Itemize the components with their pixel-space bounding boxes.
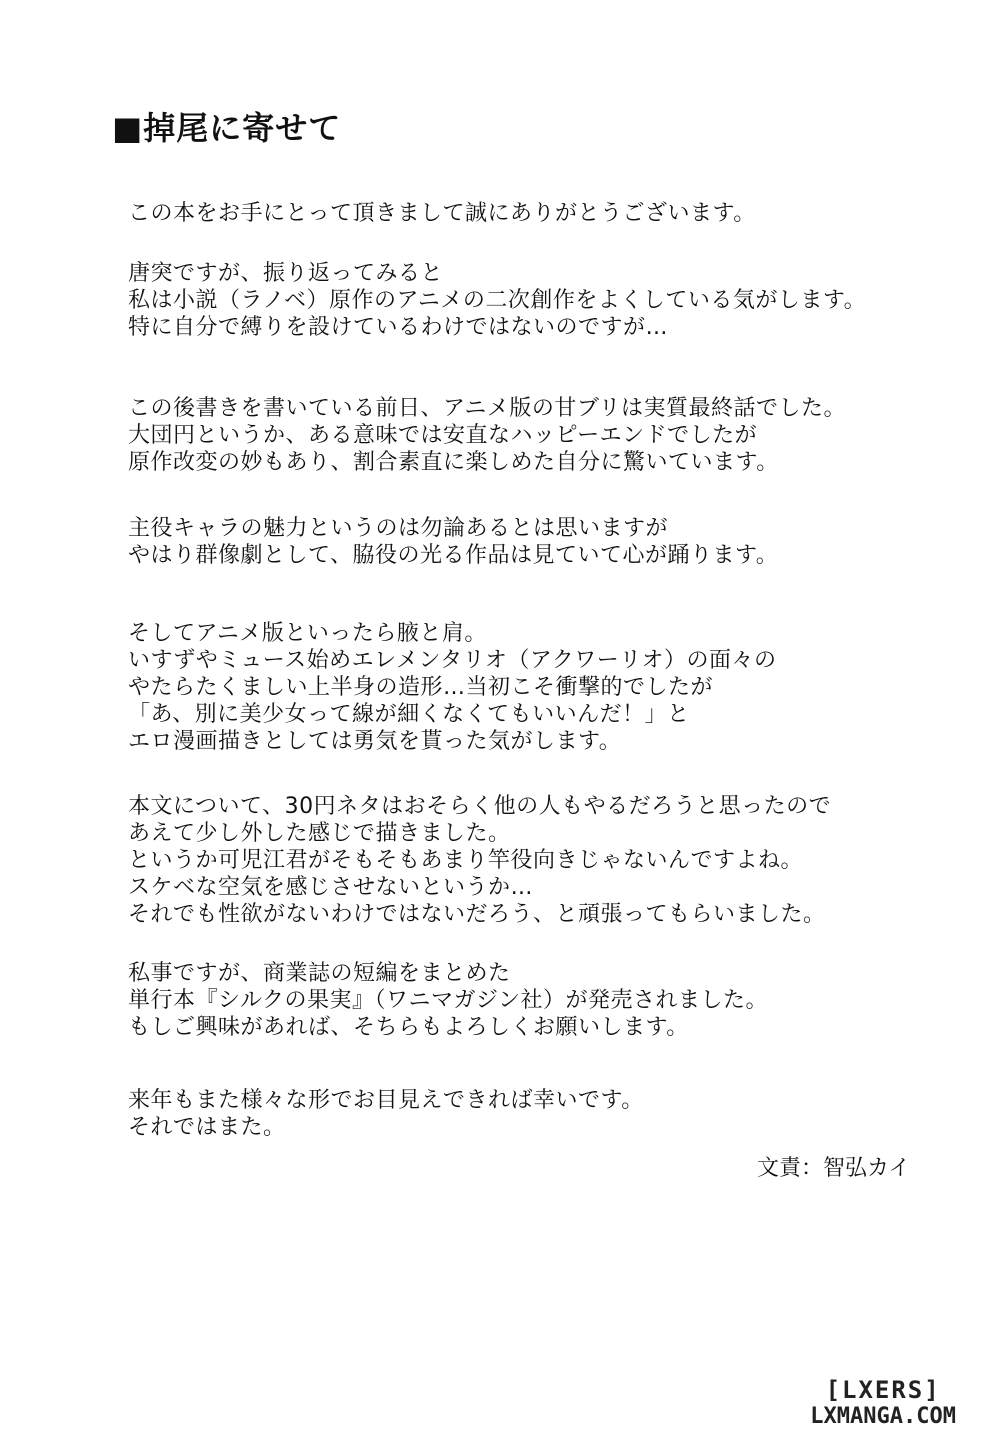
text-line: 私事ですが、商業誌の短編をまとめた [128, 961, 511, 986]
text-line: もしご興味があれば、そちらもよろしくお願いします。 [128, 1015, 689, 1040]
paragraph-ensemble-cast [128, 515, 778, 569]
paragraph-closing [128, 1087, 644, 1141]
text-line: 唐突ですが、振り返ってみると [128, 261, 444, 286]
text-line: いすずやミュース始めエレメンタリオ（アクワーリオ）の面々の [128, 648, 777, 673]
text-line: 私は小説（ラノベ）原作のアニメの二次創作をよくしている気がします。 [128, 288, 867, 313]
watermark [810, 1376, 956, 1430]
watermark-site: LXMANGA.COM [810, 1404, 956, 1429]
text-line: 大団円というか、ある意味では安直なハッピーエンドでしたが [128, 423, 758, 448]
text-line: というか可児江君がそもそもあまり竿役向きじゃないんですよね。 [128, 848, 804, 873]
text-line: 「あ、別に美少女って線が細くなくてもいいんだ！」と [128, 702, 690, 727]
text-line: 主役キャラの魅力というのは勿論あるとは思いますが [128, 516, 669, 541]
paragraph-looking-back [128, 260, 866, 341]
watermark-tag: [LXERS] [825, 1376, 941, 1404]
text-line: 特に自分で縛りを設けているわけではないのですが… [128, 315, 669, 340]
text-line: それでも性欲がないわけではないだろう、と頑張ってもらいました。 [128, 902, 826, 927]
paragraph-announcement [128, 960, 768, 1041]
text-line: 来年もまた様々な形でお目見えできれば幸いです。 [128, 1088, 644, 1113]
text-line: 原作改変の妙もあり、割合素直に楽しめた自分に驚いています。 [128, 450, 779, 475]
text-line: この後書きを書いている前日、アニメ版の甘ブリは実質最終話でした。 [128, 396, 847, 421]
paragraph-greeting [128, 200, 756, 227]
text-line: やたらたくましい上半身の造形…当初こそ衝撃的でしたが [128, 675, 714, 700]
page-title: ■掉尾に寄せて [112, 109, 342, 147]
text-line: スケベな空気を感じさせないというか… [128, 875, 534, 900]
text-line: そしてアニメ版といったら腋と肩。 [128, 621, 487, 646]
text-line: 本文について、30円ネタはおそらく他の人もやるだろうと思ったので [128, 794, 832, 819]
text-line: 単行本『シルクの果実』（ワニマガジン社）が発売されました。 [128, 988, 768, 1013]
text-line: あえて少し外した感じで描きました。 [128, 821, 511, 846]
paragraph-anime-finale [128, 395, 846, 476]
author-signature: 文責：智弘カイ [757, 1156, 911, 1181]
paragraph-main-story [128, 793, 831, 928]
paragraph-character-design [128, 620, 777, 755]
text-line: この本をお手にとって頂きまして誠にありがとうございます。 [128, 201, 756, 226]
text-line: エロ漫画描きとしては勇気を貰った気がします。 [128, 729, 622, 754]
text-line: それではまた。 [128, 1115, 286, 1140]
text-line: やはり群像劇として、脇役の光る作品は見ていて心が踊ります。 [128, 543, 779, 568]
